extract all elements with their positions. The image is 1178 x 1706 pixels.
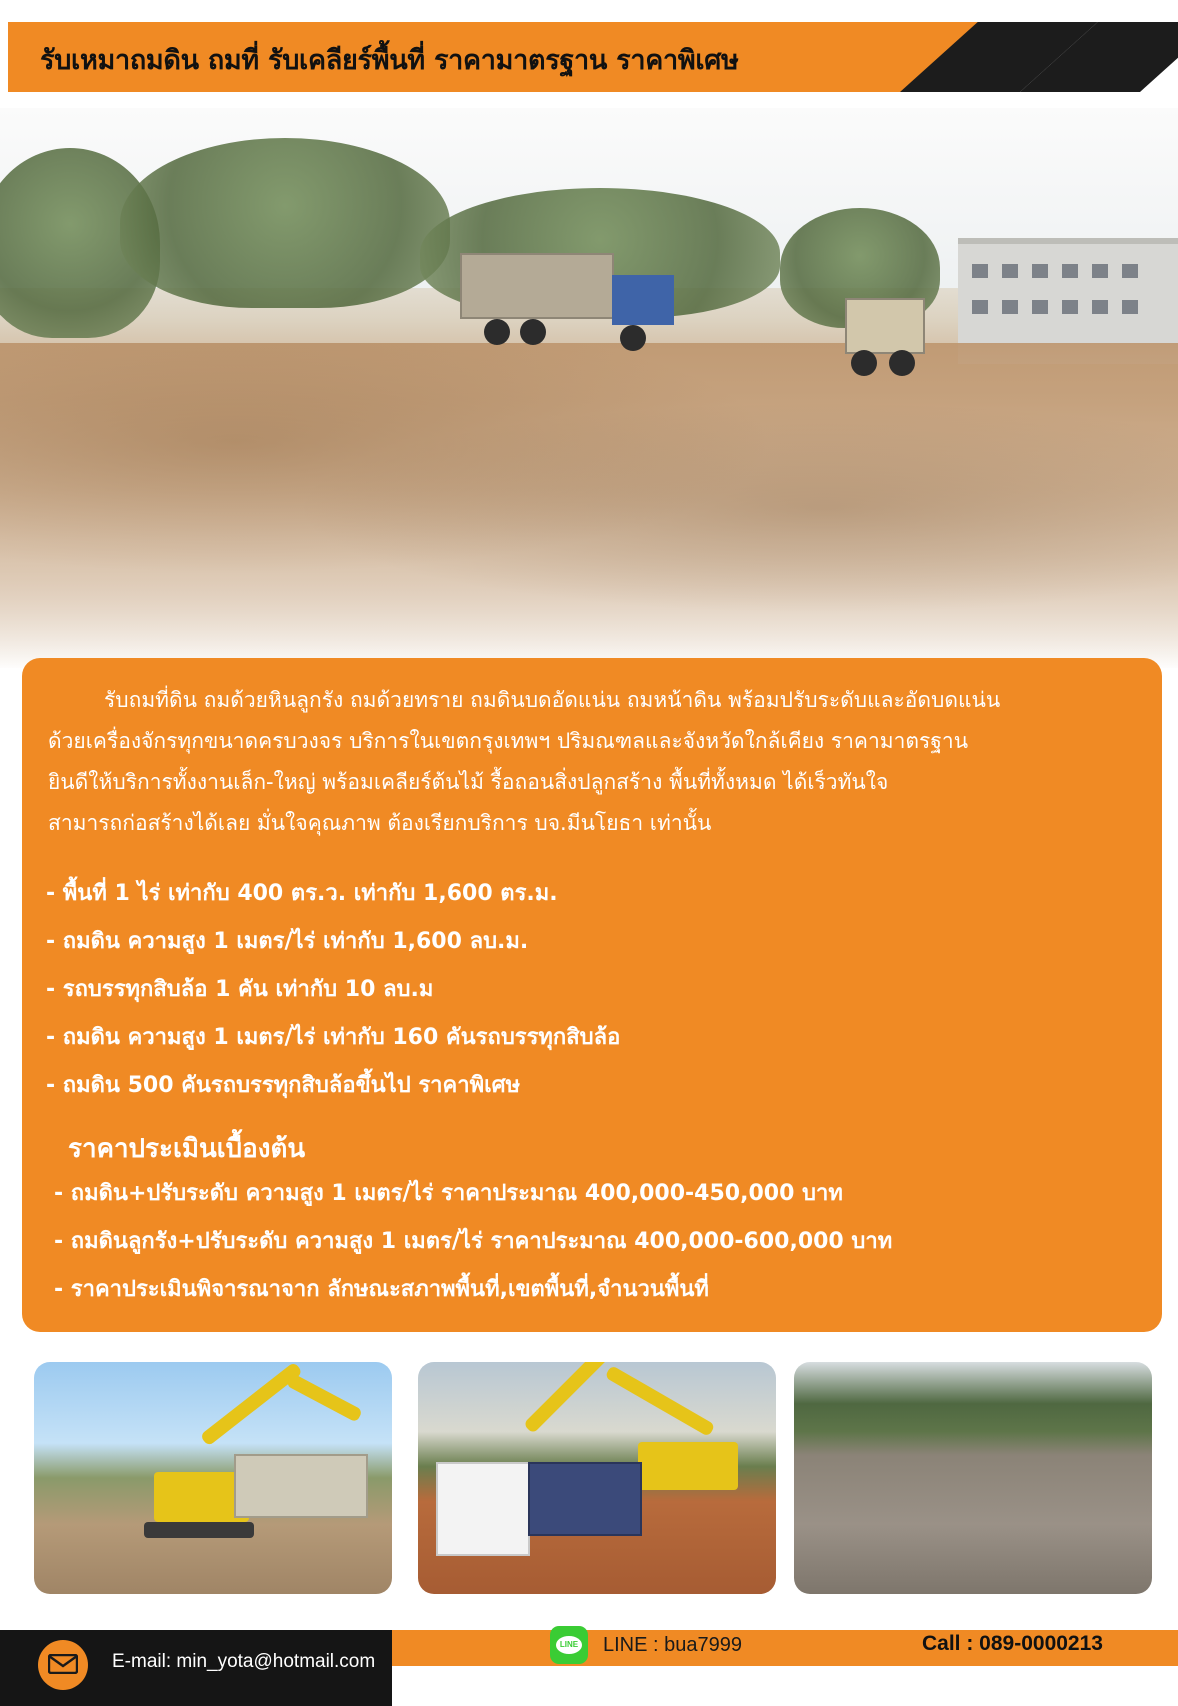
pricing-list (54, 1170, 892, 1314)
intro-paragraph (48, 680, 1143, 844)
dump-truck (460, 253, 690, 363)
fact-item: - ถมดิน 500 คันรถบรรทุกสิบล้อขึ้นไป ราคาพิเศษ (46, 1073, 521, 1098)
fact-item: - ถมดิน ความสูง 1 เมตร/ไร่ เท่ากับ 160 คันรถบรรทุกสิบล้อ (46, 1025, 621, 1050)
fact-item: - ถมดิน ความสูง 1 เมตร/ไร่ เท่ากับ 1,600 ลบ.ม. (46, 929, 529, 954)
hero-photo (0, 108, 1178, 668)
photo-excavator-dump-truck (418, 1362, 776, 1594)
info-panel (22, 658, 1162, 1332)
hero-ground (0, 343, 1178, 668)
intro-line: ด้วยเครื่องจักรทุกขนาดครบวงจร บริการในเขตกรุงเทพฯ ปริมณฑลและจังหวัดใกล้เคียง ราคามาตรฐาน (48, 729, 969, 753)
hero-trees (120, 138, 450, 308)
fact-item: - รถบรรทุกสิบล้อ 1 คัน เท่ากับ 10 ลบ.ม (46, 977, 434, 1002)
call-number[interactable]: Call : 089-0000213 (922, 1632, 1103, 1655)
intro-line: สามารถก่อสร้างได้เลย มั่นใจคุณภาพ ต้องเรียกบริการ บจ.มีนโยธา เท่านั้น (48, 811, 712, 835)
email-link[interactable]: E-mail: min_yota@hotmail.com (112, 1651, 376, 1672)
fact-item: - พื้นที่ 1 ไร่ เท่ากับ 400 ตร.ว. เท่ากับ 1,600 ตร.ม. (46, 881, 558, 906)
pricing-item: - ถมดิน+ปรับระดับ ความสูง 1 เมตร/ไร่ ราคาประมาณ 400,000-450,000 บาท (54, 1181, 843, 1206)
intro-line: รับถมที่ดิน ถมด้วยหินลูกรัง ถมด้วยทราย ถมดินบดอัดแน่น ถมหน้าดิน พร้อมปรับระดับและอัดบดแน่น (104, 688, 1001, 712)
page-title: รับเหมาถมดิน ถมที่ รับเคลียร์พื้นที่ ราคามาตรฐาน ราคาพิเศษ (40, 45, 739, 76)
dump-truck (845, 298, 925, 378)
photo-cleared-land (794, 1362, 1152, 1594)
mail-icon (48, 1654, 78, 1674)
line-icon-label: LINE (556, 1636, 582, 1654)
photo-excavator-loading-truck (34, 1362, 392, 1594)
facts-list (46, 870, 620, 1110)
line-icon (550, 1626, 588, 1664)
pricing-title: ราคาประเมินเบื้องต้น (68, 1134, 306, 1164)
pricing-item: - ถมดินลูกรัง+ปรับระดับ ความสูง 1 เมตร/ไร่ ราคาประมาณ 400,000-600,000 บาท (54, 1229, 893, 1254)
intro-line: ยินดีให้บริการทั้งงานเล็ก-ใหญ่ พร้อมเคลียร์ต้นไม้ รื้อถอนสิ่งปลูกสร้าง พื้นที่ทั้งหมด ได้เร็วทันใจ (48, 770, 889, 794)
pricing-item: - ราคาประเมินพิจารณาจาก ลักษณะสภาพพื้นที่,เขตพื้นที่,จำนวนพื้นที่ (54, 1277, 709, 1302)
line-id[interactable]: LINE : bua7999 (603, 1634, 742, 1656)
